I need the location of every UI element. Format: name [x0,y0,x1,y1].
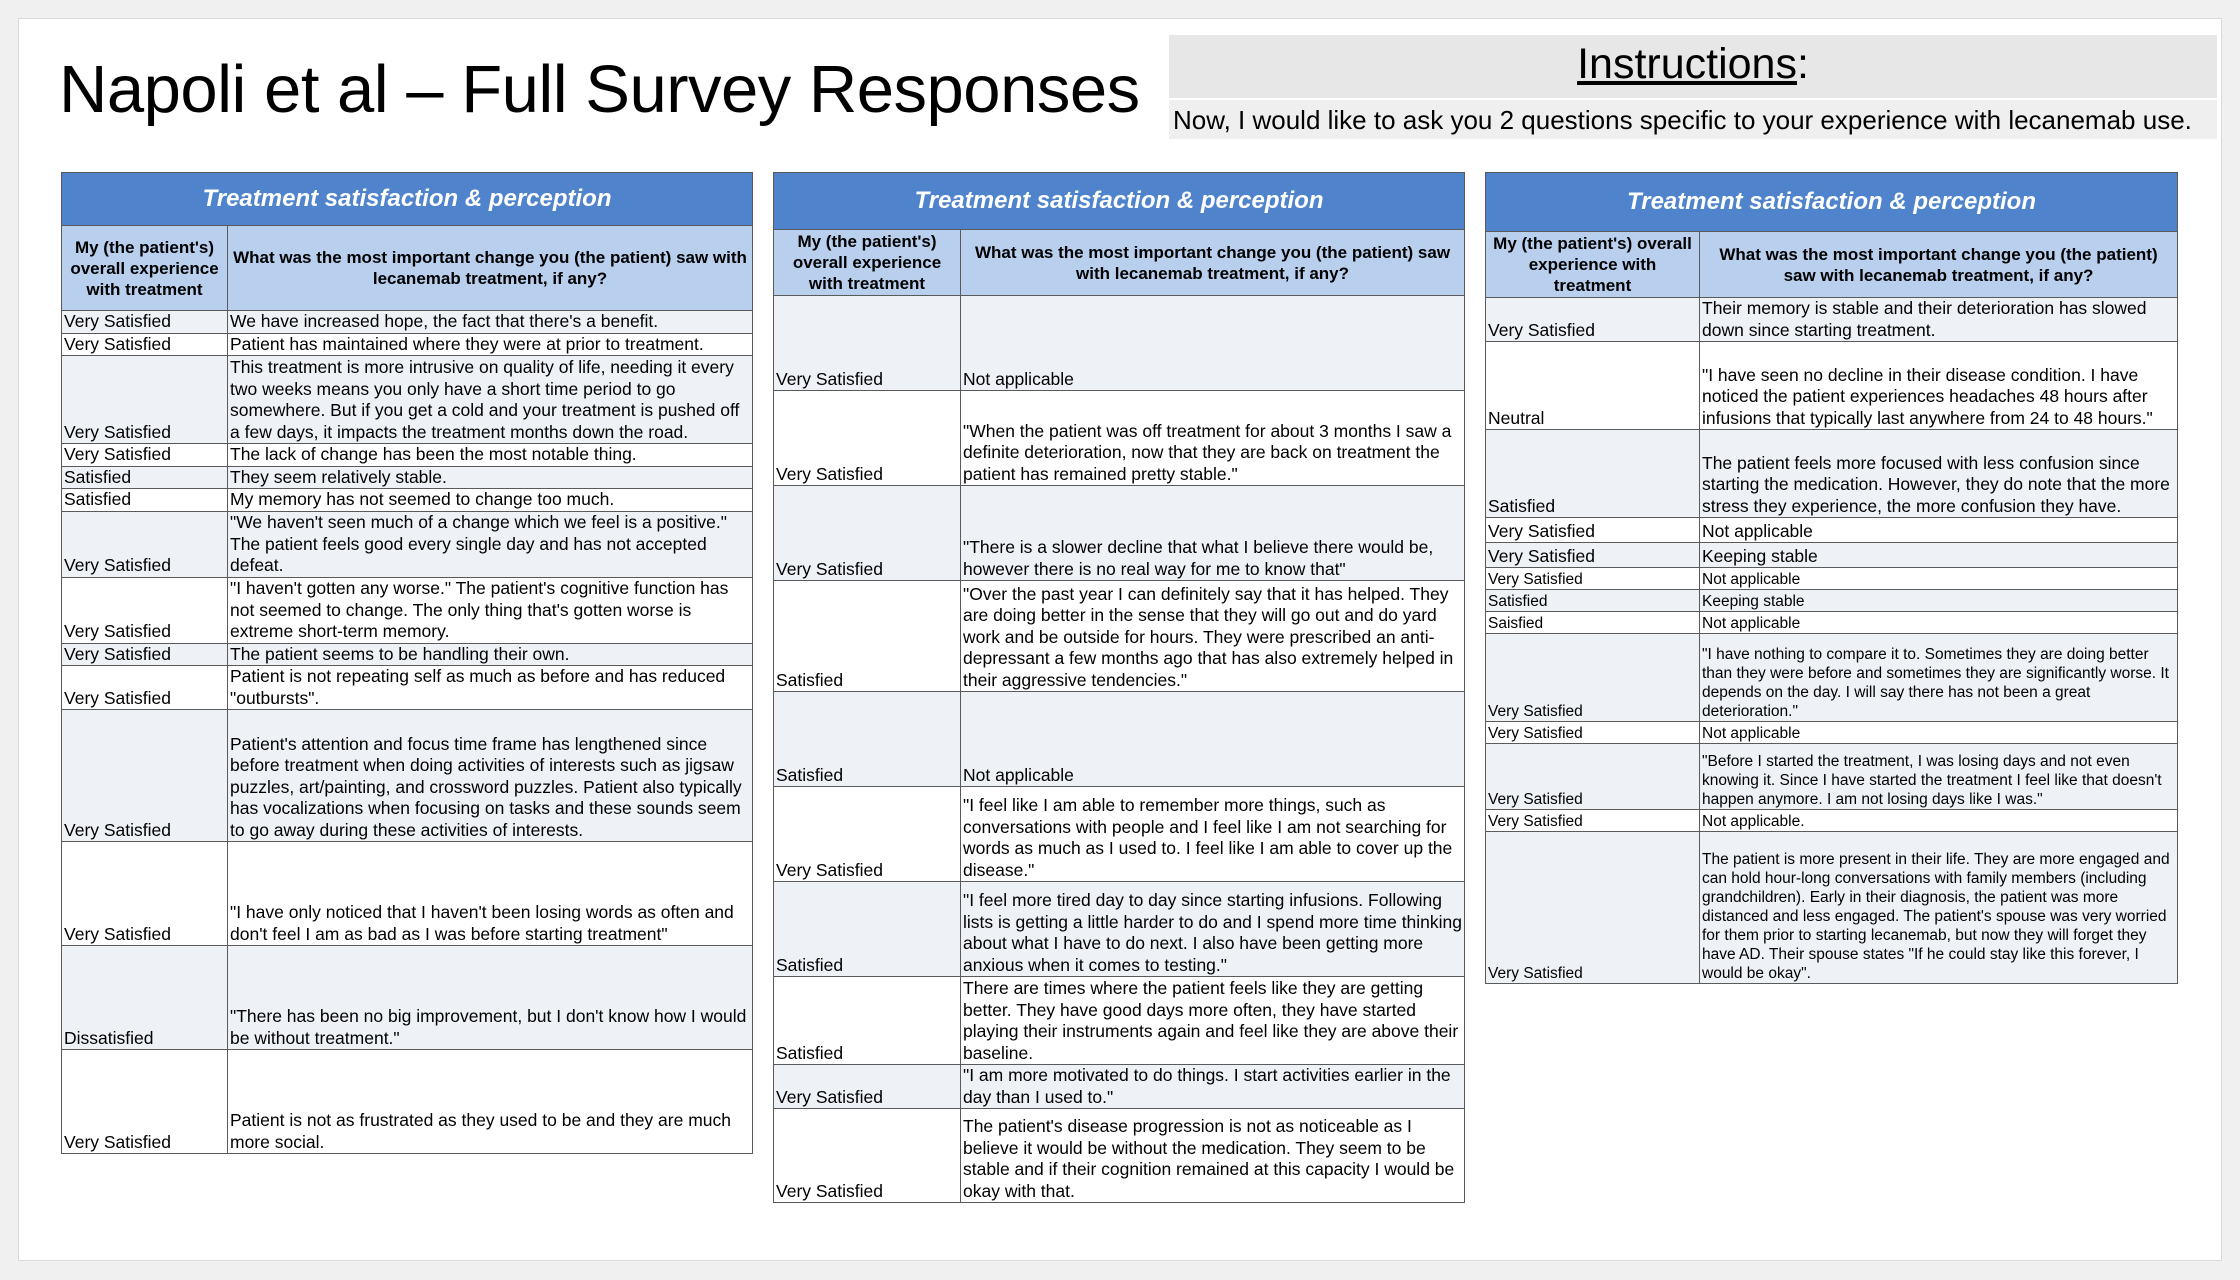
satisfaction-cell: Satisfied [62,489,228,512]
response-cell: Not applicable [961,692,1465,787]
satisfaction-cell: Very Satisfied [1486,518,1700,543]
response-cell: Not applicable [961,296,1465,391]
response-cell: Not applicable [1700,612,2178,634]
response-cell: "I have only noticed that I haven't been losing words as often and don't feel I am as bad as I was before starting treatment" [228,842,753,946]
table-caption: Treatment satisfaction & perception [62,173,753,226]
satisfaction-cell: Satisfied [1486,590,1700,612]
satisfaction-cell: Very Satisfied [62,444,228,467]
response-cell: "When the patient was off treatment for about 3 months I saw a definite deterioration, now that they are back on treatment the patient has remained pretty stable." [961,391,1465,486]
satisfaction-cell: Very Satisfied [62,333,228,356]
response-cell: Not applicable [1700,518,2178,543]
satisfaction-cell: Very Satisfied [62,1050,228,1154]
survey-table-2 [773,172,1465,1203]
response-cell: They seem relatively stable. [228,466,753,489]
satisfaction-cell: Very Satisfied [1486,298,1700,342]
table-caption: Treatment satisfaction & perception [1486,173,2178,232]
response-cell: "I feel like I am able to remember more things, such as conversations with people and I feel like I am not searching for words as much as I used to. I feel like I am able to cover up the disease." [961,787,1465,882]
satisfaction-cell: Very Satisfied [774,1065,961,1109]
response-cell: Not applicable. [1700,810,2178,832]
col-header-change: What was the most important change you (the patient) saw with lecanemab treatment, if any? [228,226,753,311]
satisfaction-cell: Very Satisfied [62,842,228,946]
satisfaction-cell: Very Satisfied [774,296,961,391]
response-cell: The patient feels more focused with less confusion since starting the medication. However, they do note that the more stress they experience, the more confusion they have. [1700,430,2178,518]
response-cell: Not applicable [1700,568,2178,590]
satisfaction-cell: Satisfied [774,977,961,1065]
instructions-heading: Instructions: [1577,40,1809,88]
satisfaction-cell: Very Satisfied [62,511,228,577]
response-cell: Patient is not repeating self as much as before and has reduced "outbursts". [228,666,753,710]
response-cell: "I haven't gotten any worse." The patient's cognitive function has not seemed to change. The only thing that's gotten worse is extreme short-term memory. [228,577,753,643]
response-cell: "Before I started the treatment, I was losing days and not even knowing it. Since I have started the treatment I feel like that doesn't happen anymore. I am not losing days like I was." [1700,744,2178,810]
col-header-experience: My (the patient's) overall experience with treatment [774,230,961,296]
satisfaction-cell: Very Satisfied [774,787,961,882]
response-cell: The patient is more present in their life. They are more engaged and can hold hour-long conversations with family members (including grandchildren). Early in their diagnosis, the patient was more distanced and less engaged. The patient's spouse was very worried for them prior to starting lecanemab, but now they will forget they have AD. Their spouse states "If he could stay like this forever, I would be okay". [1700,832,2178,984]
col-header-change: What was the most important change you (the patient) saw with lecanemab treatment, if any? [961,230,1465,296]
response-cell: Keeping stable [1700,590,2178,612]
response-cell: Not applicable [1700,722,2178,744]
satisfaction-cell: Very Satisfied [1486,568,1700,590]
satisfaction-cell: Very Satisfied [62,577,228,643]
response-cell: Their memory is stable and their deterioration has slowed down since starting treatment. [1700,298,2178,342]
response-cell: "We haven't seen much of a change which we feel is a positive." The patient feels good every single day and has not accepted defeat. [228,511,753,577]
satisfaction-cell: Very Satisfied [1486,722,1700,744]
survey-table-1 [61,172,753,1154]
satisfaction-cell: Satisfied [774,692,961,787]
page-title: Napoli et al – Full Survey Responses [59,52,1140,127]
satisfaction-cell: Satisfied [774,581,961,692]
satisfaction-cell: Satisfied [62,466,228,489]
satisfaction-cell: Very Satisfied [774,486,961,581]
table-caption: Treatment satisfaction & perception [774,173,1465,230]
response-cell: This treatment is more intrusive on quality of life, needing it every two weeks means you only have a short time period to go somewhere. But if you get a cold and your treatment is pushed off a few days, it impacts the treatment months down the road. [228,356,753,444]
response-cell: The patient seems to be handling their own. [228,643,753,666]
instructions-text: Now, I would like to ask you 2 questions specific to your experience with lecanemab use. [1169,98,2217,139]
satisfaction-cell: Very Satisfied [62,643,228,666]
response-cell: Keeping stable [1700,543,2178,568]
response-cell: "There has been no big improvement, but I don't know how I would be without treatment." [228,946,753,1050]
satisfaction-cell: Very Satisfied [62,710,228,842]
satisfaction-cell: Very Satisfied [62,356,228,444]
satisfaction-cell: Satisfied [1486,430,1700,518]
response-cell: Patient is not as frustrated as they used to be and they are much more social. [228,1050,753,1154]
satisfaction-cell: Very Satisfied [62,311,228,334]
response-cell: The lack of change has been the most notable thing. [228,444,753,467]
satisfaction-cell: Very Satisfied [1486,634,1700,722]
response-cell: There are times where the patient feels like they are getting better. They have good days more often, they have started playing their instruments again and feel like they are above their baseline. [961,977,1465,1065]
slide [18,18,2222,1261]
satisfaction-cell: Very Satisfied [774,1109,961,1203]
response-cell: "I feel more tired day to day since starting infusions. Following lists is getting a little harder to do and I spend more time thinking about what I have to do next. I also have been getting more anxious when it comes to testing." [961,882,1465,977]
satisfaction-cell: Very Satisfied [1486,832,1700,984]
satisfaction-cell: Very Satisfied [774,391,961,486]
response-cell: "I have nothing to compare it to. Sometimes they are doing better than they were before and sometimes they are significantly worse. It depends on the day. I will say there has not been a great deterioration." [1700,634,2178,722]
response-cell: "Over the past year I can definitely say that it has helped. They are doing better in the sense that they will go out and do yard work and be outside for hours. They were prescribed an anti-depressant a few months ago that has also extremely helped in their aggressive tendencies." [961,581,1465,692]
response-cell: "I am more motivated to do things. I start activities earlier in the day than I used to." [961,1065,1465,1109]
satisfaction-cell: Saisfied [1486,612,1700,634]
response-cell: My memory has not seemed to change too much. [228,489,753,512]
satisfaction-cell: Very Satisfied [62,666,228,710]
instructions-box [1169,35,2217,139]
satisfaction-cell: Neutral [1486,342,1700,430]
satisfaction-cell: Satisfied [774,882,961,977]
satisfaction-cell: Dissatisfied [62,946,228,1050]
response-cell: Patient's attention and focus time frame has lengthened since before treatment when doing activities of interests such as jigsaw puzzles, art/painting, and crossword puzzles. Patient also typically has vocalizations when focusing on tasks and these sounds seem to go away during these activities of interests. [228,710,753,842]
satisfaction-cell: Very Satisfied [1486,543,1700,568]
col-header-change: What was the most important change you (the patient) saw with lecanemab treatment, if any? [1700,232,2178,298]
col-header-experience: My (the patient's) overall experience with treatment [1486,232,1700,298]
response-cell: We have increased hope, the fact that there's a benefit. [228,311,753,334]
satisfaction-cell: Very Satisfied [1486,810,1700,832]
response-cell: "I have seen no decline in their disease condition. I have noticed the patient experiences headaches 48 hours after infusions that typically last anywhere from 24 to 48 hours." [1700,342,2178,430]
response-cell: Patient has maintained where they were at prior to treatment. [228,333,753,356]
response-cell: "There is a slower decline that what I believe there would be, however there is no real way for me to know that" [961,486,1465,581]
satisfaction-cell: Very Satisfied [1486,744,1700,810]
col-header-experience: My (the patient's) overall experience with treatment [62,226,228,311]
survey-table-3 [1485,172,2178,984]
response-cell: The patient's disease progression is not as noticeable as I believe it would be without the medication. They seem to be stable and if their cognition remained at this capacity I would be okay with that. [961,1109,1465,1203]
